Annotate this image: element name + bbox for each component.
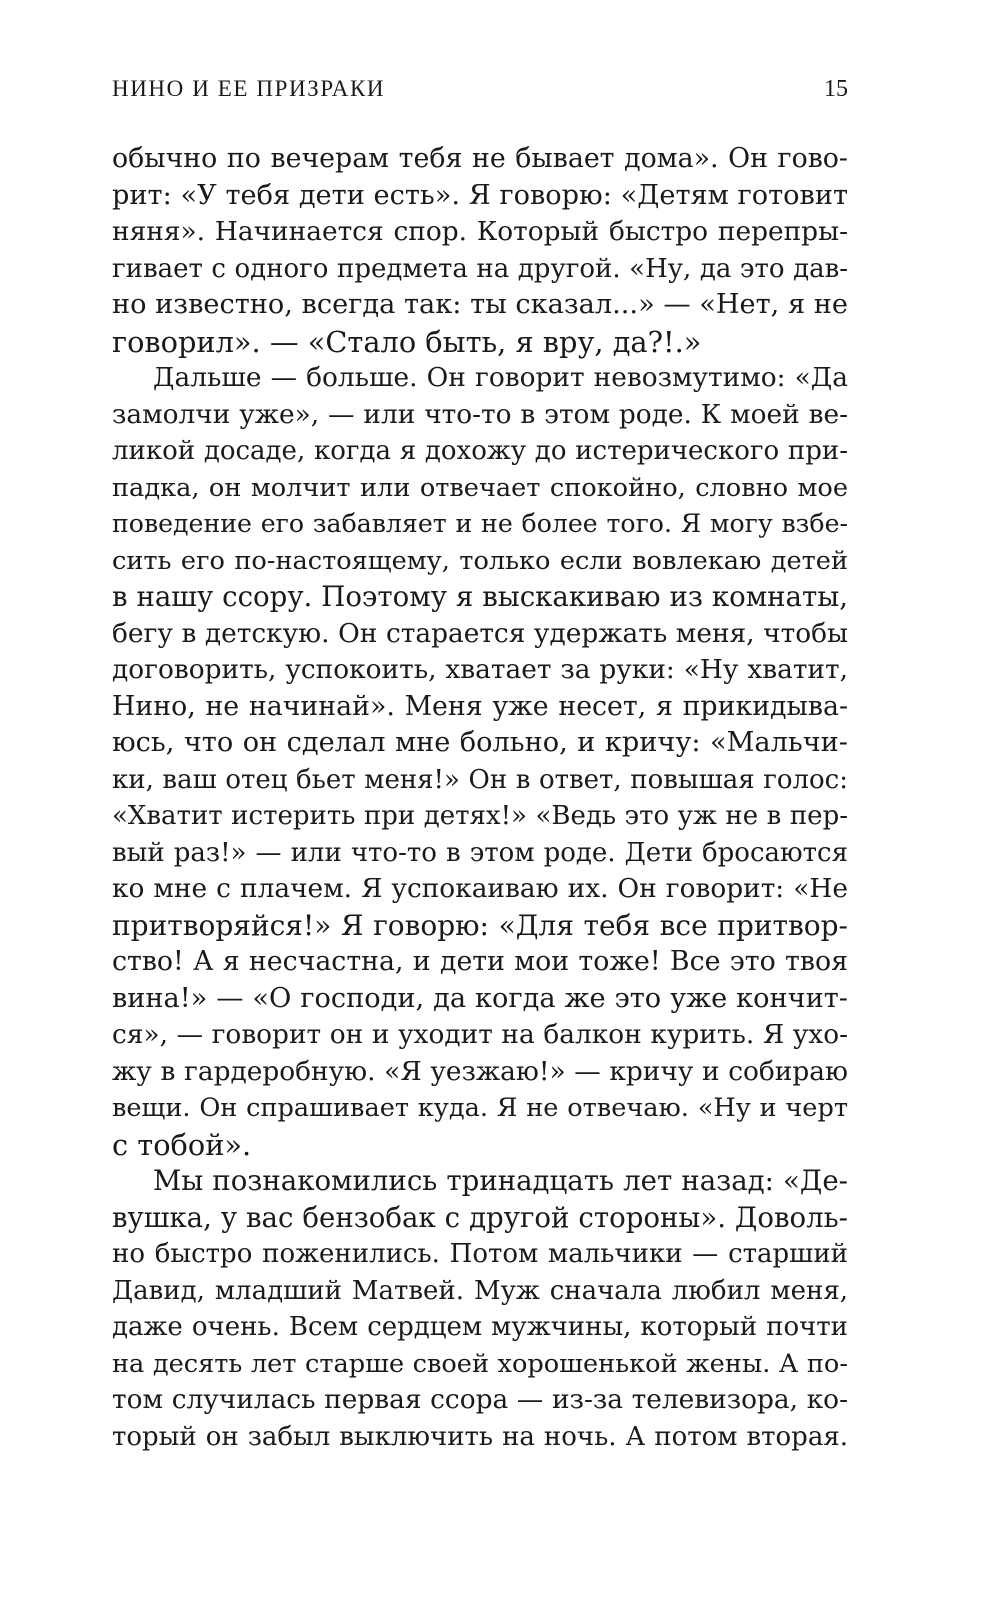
text-line: вый раз!» — или что-то в этом роде. Дети бросаются — [112, 837, 848, 868]
text-line: обычно по вечерам тебя не бывает дома». Он гово- — [112, 143, 848, 174]
text-line: поведение его забавляет и не более того. Я могу взбе- — [112, 509, 848, 538]
text-line: даже очень. Всем сердцем мужчины, который почти — [112, 1312, 848, 1342]
text-line: жу в гардеробную. «Я уезжаю!» — кричу и собираю — [112, 1055, 848, 1087]
text-line: ся», — говорит он и уходит на балкон курить. Я ухо- — [112, 1019, 848, 1050]
text-line: замолчи уже», — или что-то в этом роде. К моей ве- — [112, 398, 848, 430]
text-line: сить его по-настоящему, только если вовлекаю детей — [112, 545, 848, 576]
text-line: падка, он молчит или отвечает спокойно, словно мое — [112, 472, 848, 503]
text-line: том случилась первая ссора — из-за телевизора, ко- — [112, 1384, 848, 1415]
text-line: торый он забыл выключить на ночь. А потом вторая. — [112, 1421, 848, 1452]
running-title: НИНО И ЕЕ ПРИЗРАКИ — [112, 76, 386, 101]
page-number: 15 — [824, 76, 848, 102]
text-line: няня». Начинается спор. Который быстро перепры- — [112, 216, 848, 247]
text-line: с тобой». — [112, 1127, 252, 1162]
text-line: вушка, у вас бензобак с другой стороны». Доволь- — [112, 1200, 848, 1234]
text-line: притворяйся!» Я говорю: «Для тебя все притвор- — [112, 908, 848, 942]
text-line: рит: «У тебя дети есть». Я говорю: «Детям готовит — [112, 179, 848, 211]
text-line: Давид, младший Матвей. Муж сначала любил меня, — [112, 1275, 848, 1306]
text-line: но быстро поженились. Потом мальчики — старший — [112, 1239, 848, 1269]
running-header — [112, 72, 848, 106]
text-line: юсь, что он сделал мне больно, и кричу: «Мальчи- — [112, 727, 848, 758]
text-line: гивает с одного предмета на другой. «Ну, да это дав- — [112, 253, 848, 284]
text-line: «Хватит истерить при детях!» «Ведь это уж не в пер- — [112, 801, 848, 831]
text-line: ство! А я несчастна, и дети мои тоже! Все это твоя — [112, 946, 848, 977]
text-line: договорить, успокоить, хватает за руки: «Ну хватит, — [112, 654, 848, 685]
text-line: но известно, всегда так: ты сказал...» — «Нет, я не — [112, 289, 848, 320]
text-line: в нашу ссору. Поэтому я выскакиваю из комнаты, — [112, 580, 848, 613]
text-line: Мы познакомились тринадцать лет назад: «Де- — [153, 1164, 848, 1197]
text-line: Дальше — больше. Он говорит невозмутимо: «Да — [153, 362, 848, 393]
text-line: вещи. Он спрашивает куда. Я не отвечаю. «Ну и черт — [112, 1093, 848, 1123]
text-line: ликой досаде, когда я дохожу до истерического при- — [112, 436, 848, 466]
body-text — [112, 141, 848, 1455]
text-line: ко мне с плачем. Я успокаиваю их. Он говорит: «Не — [112, 873, 848, 904]
text-line: бегу в детскую. Он старается удержать меня, чтобы — [112, 617, 848, 649]
text-line: вина!» — «О господи, да когда же это уже кончит- — [112, 982, 848, 1014]
text-line: ки, ваш отец бьет меня!» Он в ответ, повышая голос: — [112, 764, 848, 795]
text-line: Нино, не начинай». Меня уже несет, я прикидыва- — [112, 690, 848, 722]
text-line: на десять лет старше своей хорошенькой жены. А по- — [112, 1348, 848, 1379]
text-line: говорил». — «Стало быть, я вру, да?!.» — [112, 324, 702, 359]
